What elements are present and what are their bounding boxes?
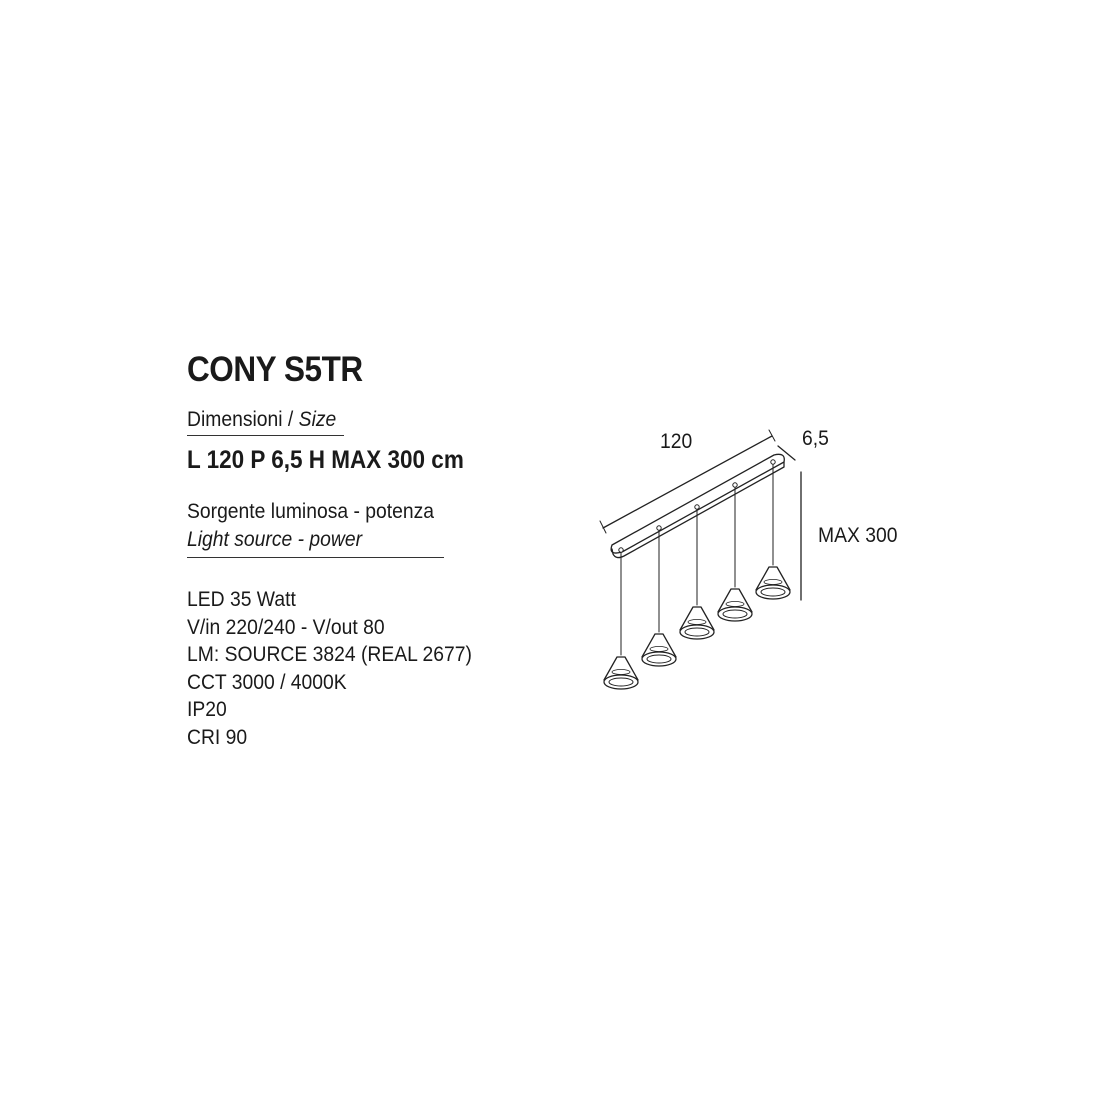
cone-shade-3 bbox=[680, 607, 714, 639]
spec-item: CCT 3000 / 4000K bbox=[187, 670, 347, 694]
cone-shade-2 bbox=[642, 634, 676, 666]
light-source-heading-it: Sorgente luminosa - potenza bbox=[187, 500, 435, 523]
depth-label: 6,5 bbox=[802, 427, 829, 450]
size-heading-it: Dimensioni / bbox=[187, 408, 299, 431]
cone-shade-5 bbox=[756, 567, 790, 599]
spec-item: IP20 bbox=[187, 698, 227, 722]
size-heading-en: Size bbox=[298, 408, 337, 431]
product-title: CONY S5TR bbox=[187, 350, 363, 389]
cone-shade-4 bbox=[718, 589, 752, 621]
length-label: 120 bbox=[660, 430, 693, 453]
dimensions-value: L 120 P 6,5 H MAX 300 cm bbox=[187, 446, 464, 474]
cone-shade-1 bbox=[604, 657, 638, 689]
spec-item: LED 35 Watt bbox=[187, 588, 296, 611]
spec-item: LM: SOURCE 3824 (REAL 2677) bbox=[187, 643, 472, 667]
depth-dimension-line bbox=[778, 446, 795, 460]
spec-item: CRI 90 bbox=[187, 725, 248, 749]
pendant-cables bbox=[621, 463, 773, 655]
spec-item: V/in 220/240 - V/out 80 bbox=[187, 615, 385, 639]
light-source-heading-en: Light source - power bbox=[187, 528, 363, 551]
height-label: MAX 300 bbox=[818, 524, 898, 547]
